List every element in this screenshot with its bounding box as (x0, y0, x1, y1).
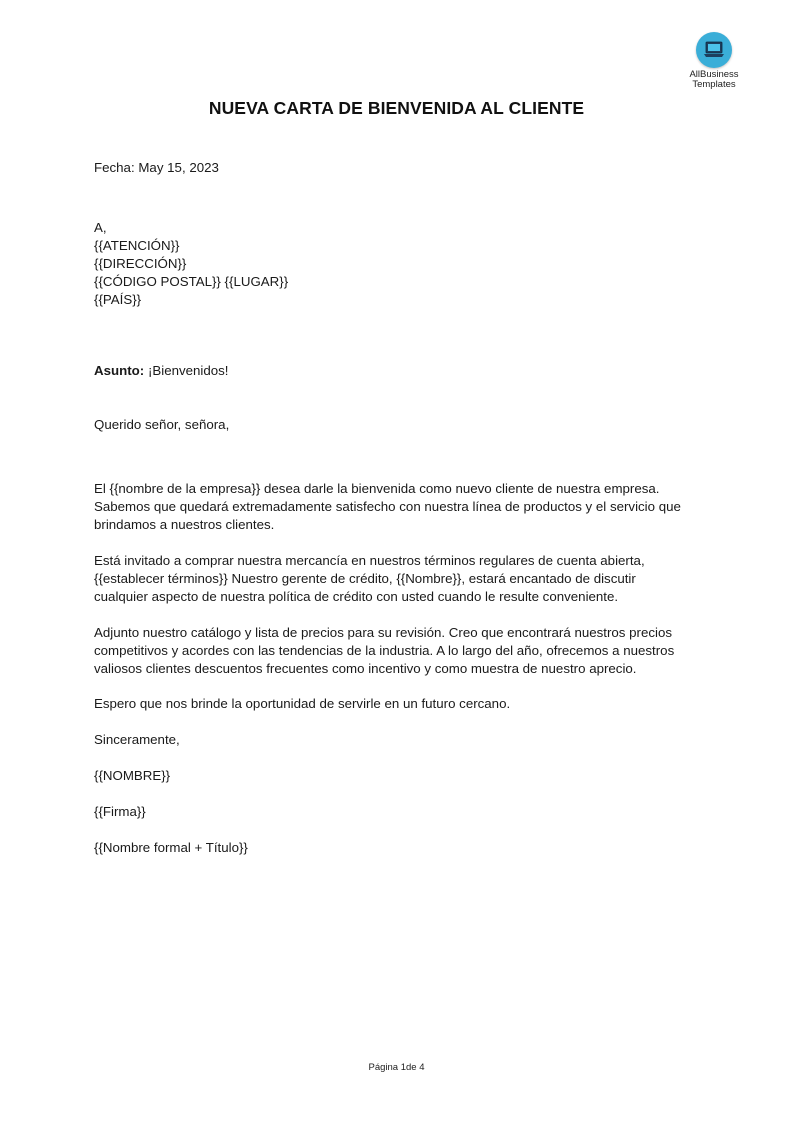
address-country: {{PAÍS}} (94, 292, 142, 307)
signature-firma: {{Firma}} (94, 804, 146, 819)
page-title: NUEVA CARTA DE BIENVENIDA AL CLIENTE (208, 98, 585, 118)
subject-value: ¡Bienvenidos! (147, 363, 229, 378)
body-paragraph-1 (94, 480, 694, 534)
address-to: A, (94, 220, 107, 235)
subject-label: Asunto: (94, 363, 145, 378)
paragraph-line: Espero que nos brinde la oportunidad de servirle en un futuro cercano. (94, 696, 511, 711)
address-postal-place: {{CÓDIGO POSTAL}} {{LUGAR}} (94, 274, 289, 289)
paragraph-line: competitivos y acordes con las tendencias de la industria. A lo largo del año, ofrecemos a nuestros (94, 643, 675, 658)
paragraph-line: cualquier aspecto de nuestra política de crédito con usted cuando le resulte conveniente. (94, 589, 619, 604)
greeting: Querido señor, señora, (94, 417, 230, 432)
paragraph-line: {{establecer términos}} Nuestro gerente de crédito, {{Nombre}}, estará encantado de discutir (94, 571, 636, 586)
body-paragraph-3 (94, 624, 694, 678)
body-paragraph-4 (94, 695, 694, 713)
signature-name: {{NOMBRE}} (94, 768, 171, 783)
page-number: Página 1de 4 (368, 1062, 425, 1073)
subject-line (94, 362, 229, 380)
address-attention: {{ATENCIÓN}} (94, 238, 180, 253)
company-logo (680, 32, 748, 90)
body-paragraph-2 (94, 552, 694, 606)
paragraph-line: El {{nombre de la empresa}} desea darle la bienvenida como nuevo cliente de nuestra empresa. (94, 481, 660, 496)
laptop-icon (696, 32, 732, 68)
paragraph-line: Sabemos que quedará extremadamente satisfecho con nuestra línea de productos y el servicio que (94, 499, 681, 514)
logo-text-line1: AllBusiness (689, 69, 739, 80)
paragraph-line: Adjunto nuestro catálogo y lista de precios para su revisión. Creo que encontrará nuestros precios (94, 625, 672, 640)
logo-text-line2: Templates (692, 79, 736, 90)
paragraph-line: valiosos clientes descuentos frecuentes como incentivo y como muestra de nuestro aprecio. (94, 661, 637, 676)
closing: Sinceramente, (94, 732, 180, 747)
signature-formal-title: {{Nombre formal + Título}} (94, 840, 248, 855)
date-line: Fecha: May 15, 2023 (94, 160, 219, 175)
paragraph-line: brindamos a nuestros clientes. (94, 517, 275, 532)
paragraph-line: Está invitado a comprar nuestra mercancía en nuestros términos regulares de cuenta abierta, (94, 553, 645, 568)
address-street: {{DIRECCIÓN}} (94, 256, 187, 271)
